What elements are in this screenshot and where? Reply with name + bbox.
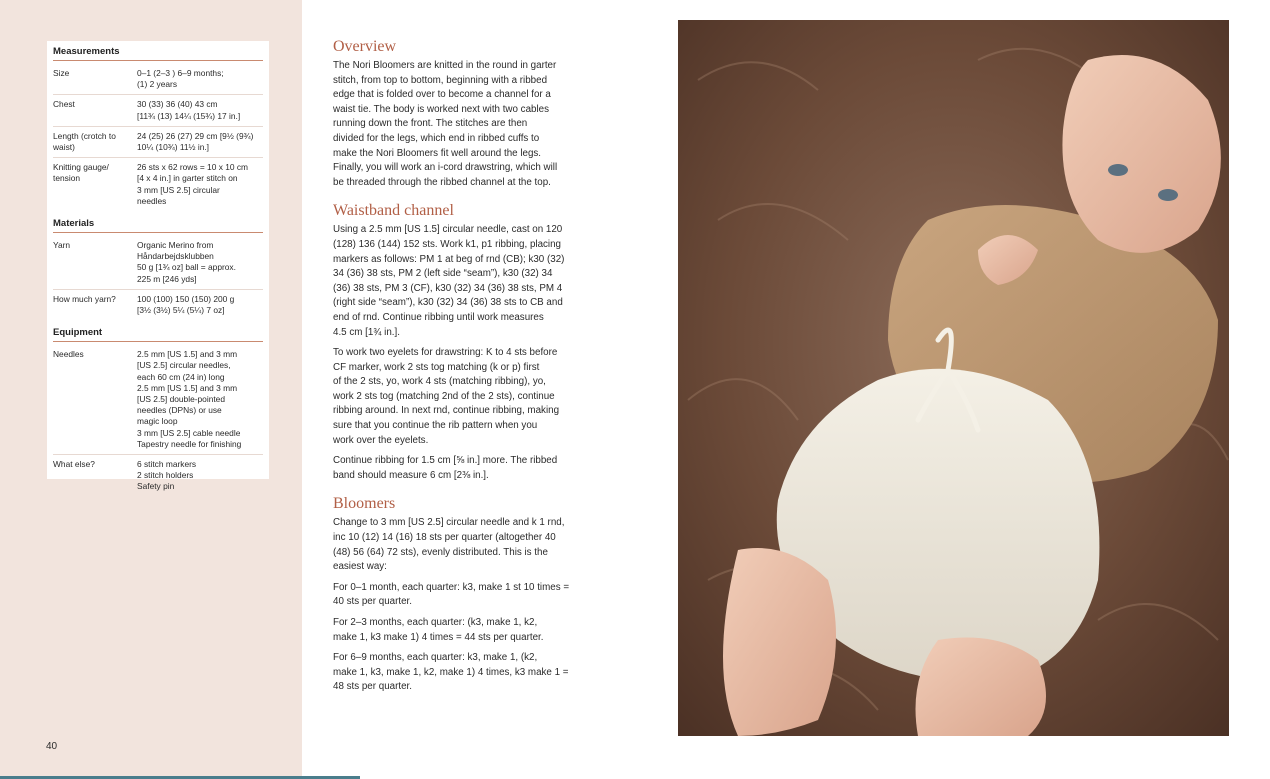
text-line: Finally, you will work an i-cord drawstring, which will: [333, 162, 558, 174]
measurements-list: [53, 64, 263, 211]
text-line: divided for the legs, which end in ribbed cuffs to: [333, 132, 540, 144]
overview-heading: Overview: [333, 38, 397, 55]
text-line: make 1, k3 make 1) 4 times = 44 sts per quarter.: [333, 631, 544, 643]
text-line: Change to 3 mm [US 2.5] circular needle and k 1 rnd,: [333, 517, 565, 529]
spec-value: [137, 349, 263, 450]
text-line: (48) 56 (64) 72 sts), evenly distributed. This is the: [333, 546, 548, 558]
waistband-heading: Waistband channel: [333, 202, 454, 220]
text-line: sure that you continue the rib pattern when you: [333, 420, 538, 432]
spec-value-line: 26 sts x 62 rows = 10 x 10 cm: [137, 162, 249, 173]
text-line: running down the front. The stitches are then: [333, 118, 528, 130]
instructions-column: [333, 38, 591, 707]
spec-value-line: 0–1 (2–3 ) 6–9 months;: [137, 68, 224, 78]
text-line: easiest way:: [333, 561, 387, 573]
paragraph: [333, 516, 591, 574]
paragraph: [333, 59, 591, 190]
spec-row: [53, 127, 263, 158]
spec-value-line: [11¾ (13) 14¼ (15¾) 17 in.]: [137, 110, 241, 121]
spec-value-line: Organic Merino from: [137, 240, 214, 251]
page-number: 40: [46, 741, 58, 752]
text-line: CF marker, work 2 sts tog matching (k or p) first: [333, 361, 540, 373]
text-line: waist tie. The body is worked next with two cables: [333, 103, 549, 115]
waistband-section: [333, 202, 591, 483]
text-line: 34 (36) 38 sts, PM 2 (left side “seam”), k30 (32) 34: [333, 268, 553, 280]
spec-value: [137, 240, 263, 285]
spec-value-line: Safety pin: [137, 481, 175, 492]
text-line: (36) 38 sts, PM 3 (CF), k30 (32) 34 (36) 38 sts, PM 4: [333, 282, 563, 294]
text-line: markers as follows: PM 1 at beg of rnd (CB); k30 (32): [333, 253, 565, 265]
spec-label: Knitting gauge/ tension: [53, 162, 109, 184]
spec-value-line: magic loop: [137, 416, 178, 427]
baby-photo-icon: [678, 20, 1229, 736]
spec-label: Yarn: [53, 240, 71, 251]
text-line: 4.5 cm [1¾ in.].: [333, 326, 400, 338]
text-line: work 2 sts tog (matching 2nd of the 2 sts), continue: [333, 390, 555, 402]
spec-value-line: Håndarbejdsklubben: [137, 251, 214, 262]
spec-value-line: 2.5 mm [US 1.5] and 3 mm: [137, 349, 238, 360]
bloomers-section: [333, 495, 591, 695]
materials-list: [53, 236, 263, 320]
text-line: Continue ribbing for 1.5 cm [⅝ in.] more. The ribbed: [333, 455, 558, 467]
spec-value-line: 100 (100) 150 (150) 200 g: [137, 293, 235, 304]
paragraph: [333, 651, 591, 695]
spec-value-line: Tapestry needle for finishing: [137, 438, 242, 449]
spec-value-line: [US 2.5] double-pointed: [137, 394, 225, 405]
paragraph: [333, 454, 591, 483]
spec-value-line: 225 m [246 yds]: [137, 273, 197, 284]
text-line: be threaded through the ribbed channel at the top.: [333, 176, 551, 188]
spec-label: How much yarn?: [53, 293, 116, 304]
spec-value: [137, 459, 263, 493]
paragraph: [333, 346, 591, 448]
equipment-list: [53, 345, 263, 496]
spec-value: [137, 162, 263, 207]
materials-title: Materials: [53, 217, 263, 233]
spec-value-line: 2 stitch holders: [137, 470, 194, 481]
spec-value-line: 30 (33) 36 (40) 43 cm: [137, 99, 218, 110]
text-line: of the 2 sts, yo, work 4 sts (matching ribbing), yo,: [333, 376, 546, 388]
left-panel: [0, 0, 302, 779]
text-line: make the Nori Bloomers fit well around the legs.: [333, 147, 542, 159]
spec-row: [53, 95, 263, 126]
spec-value-line: needles: [137, 195, 167, 206]
text-line: For 0–1 month, each quarter: k3, make 1 st 10 times =: [333, 581, 570, 593]
text-line: 40 sts per quarter.: [333, 596, 412, 608]
spec-value-line: 2.5 mm [US 1.5] and 3 mm: [137, 382, 238, 393]
spec-label: Chest: [53, 99, 75, 110]
spec-row: [53, 64, 263, 95]
spec-value-line: 50 g [1¾ oz] ball = approx.: [137, 262, 236, 273]
text-line: The Nori Bloomers are knitted in the round in garter: [333, 60, 557, 71]
spec-value-line: [3½ (3½) 5¼ (5¼) 7 oz]: [137, 305, 225, 316]
text-line: (128) 136 (144) 152 sts. Work k1, p1 ribbing, placing: [333, 238, 561, 250]
spec-row: [53, 345, 263, 455]
text-line: work over the eyelets.: [333, 434, 429, 446]
spec-value-line: 3 mm [US 2.5] circular: [137, 184, 220, 195]
equipment-title: Equipment: [53, 326, 263, 342]
pattern-specs-card: [47, 41, 269, 492]
spec-label: Size: [53, 68, 70, 78]
spec-value-line: [US 2.5] circular needles,: [137, 360, 231, 371]
spec-row: [53, 158, 263, 211]
spec-label: Needles: [53, 349, 84, 360]
spec-value-line: 10¼ (10¾) 11½ in.]: [137, 142, 210, 153]
spec-value: [137, 294, 263, 316]
spec-row: [53, 290, 263, 320]
text-line: edge that is folded over to become a channel for a: [333, 89, 551, 101]
text-line: stitch, from top to bottom, beginning with a ribbed: [333, 74, 548, 86]
text-line: To work two eyelets for drawstring: K to 4 sts before: [333, 347, 558, 359]
spec-value-line: 24 (25) 26 (27) 29 cm [9½ (9¾): [137, 130, 254, 141]
text-line: inc 10 (12) 14 (16) 18 sts per quarter (altogether 40: [333, 532, 556, 544]
paragraph: [333, 223, 591, 340]
text-line: end of rnd. Continue ribbing until work measures: [333, 311, 544, 323]
text-line: make 1, k3, make 1, k2, make 1) 4 times, k3 make 1 =: [333, 666, 569, 678]
text-line: Using a 2.5 mm [US 1.5] circular needle, cast on 120: [333, 224, 563, 236]
text-line: ribbing around. In next rnd, continue ribbing, making: [333, 405, 560, 417]
spec-value: [137, 131, 263, 153]
spec-value-line: 6 stitch markers: [137, 459, 197, 470]
paragraph: [333, 616, 591, 645]
spec-row: [53, 455, 263, 497]
spec-value-line: [4 x 4 in.] in garter stitch on: [137, 173, 238, 184]
text-line: 48 sts per quarter.: [333, 681, 412, 693]
spec-label: Length (crotch to waist): [53, 130, 116, 153]
bloomers-heading: Bloomers: [333, 495, 396, 513]
text-line: For 6–9 months, each quarter: k3, make 1, (k2,: [333, 652, 538, 664]
spec-row: [53, 236, 263, 290]
spec-value-line: 3 mm [US 2.5] cable needle: [137, 427, 241, 438]
text-line: For 2–3 months, each quarter: (k3, make 1, k2,: [333, 617, 538, 628]
text-line: band should measure 6 cm [2⅜ in.].: [333, 469, 489, 481]
spec-value: [137, 99, 263, 121]
text-line: (right side “seam”), k30 (32) 34 (36) 38 sts to CB and: [333, 297, 563, 309]
spec-value: [137, 68, 263, 90]
paragraph: [333, 581, 591, 610]
overview-section: [333, 38, 591, 190]
spec-value-line: (1) 2 years: [137, 79, 178, 90]
spec-value-line: needles (DPNs) or use: [137, 405, 222, 416]
measurements-title: Measurements: [53, 45, 263, 61]
baby-photo: [678, 20, 1229, 736]
spec-label: What else?: [53, 459, 95, 470]
spec-value-line: each 60 cm (24 in) long: [137, 371, 225, 382]
